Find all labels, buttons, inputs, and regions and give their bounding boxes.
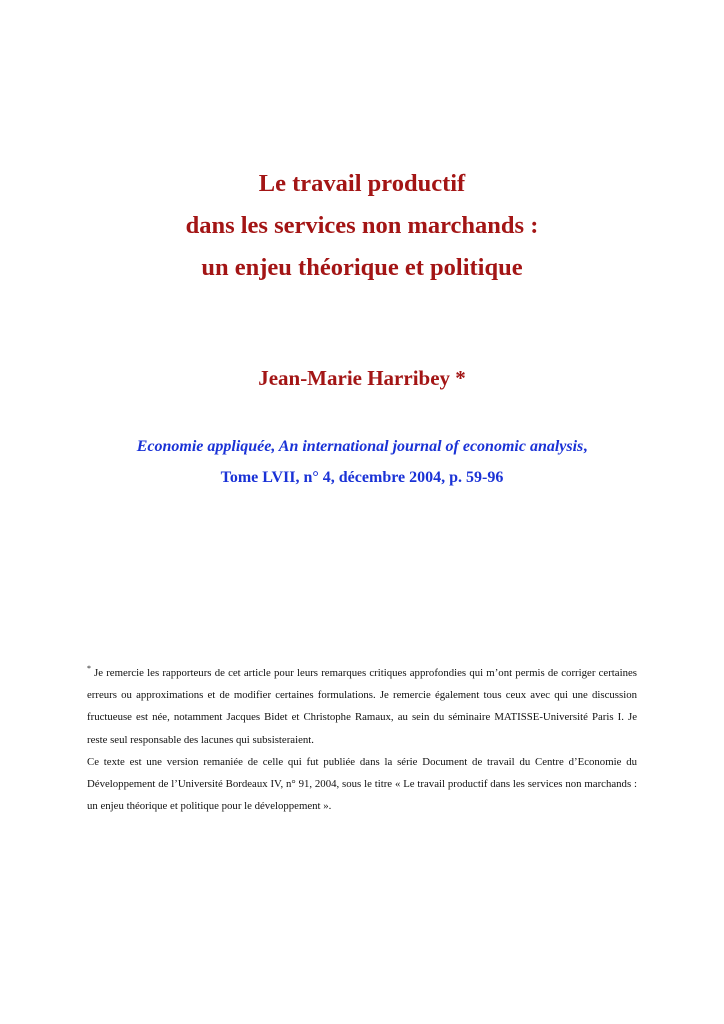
footnote bbox=[87, 662, 637, 817]
journal-trailing-comma: , bbox=[583, 438, 588, 455]
title-line-2: dans les services non marchands : bbox=[185, 212, 539, 239]
footnote-paragraph-2: Ce texte est une version remaniée de celle qui fut publiée dans la série Document de travail du Centre d’Economie du Développement de l’Université Bordeaux IV, n° 91, 2004, sous le titre « Le travail productif dans les services non marchands : un enjeu théorique et politique pour le développement ». bbox=[87, 755, 637, 813]
author-name: Jean-Marie Harribey bbox=[258, 366, 451, 390]
footnote-mark: * bbox=[87, 664, 91, 673]
title-line-1: Le travail productif bbox=[258, 170, 466, 197]
author-line bbox=[0, 366, 724, 391]
journal-citation bbox=[0, 438, 724, 456]
journal-issue: Tome LVII, n° 4, décembre 2004, p. 59-96 bbox=[220, 469, 504, 486]
title-line-3: un enjeu théorique et politique bbox=[201, 254, 523, 281]
paper-title bbox=[0, 163, 724, 289]
footnote-text-1: Je remercie les rapporteurs de cet article pour leurs remarques critiques approfondies qui m’ont permis de corriger certaines erreurs ou approximations et de modifier certaines formulations. Je remercie également tous ceux avec qui une discussion fructueuse est née, notamment Jacques Bidet et Christophe Ramaux, au sein du séminaire MATISSE-Université Paris I. Je reste seul responsable des lacunes qui subsisteraient. bbox=[87, 667, 637, 746]
footnote-paragraph-1 bbox=[87, 662, 637, 751]
author-footnote-mark: * bbox=[455, 366, 466, 390]
journal-name: Economie appliquée, An international journal of economic analysis bbox=[136, 438, 584, 455]
